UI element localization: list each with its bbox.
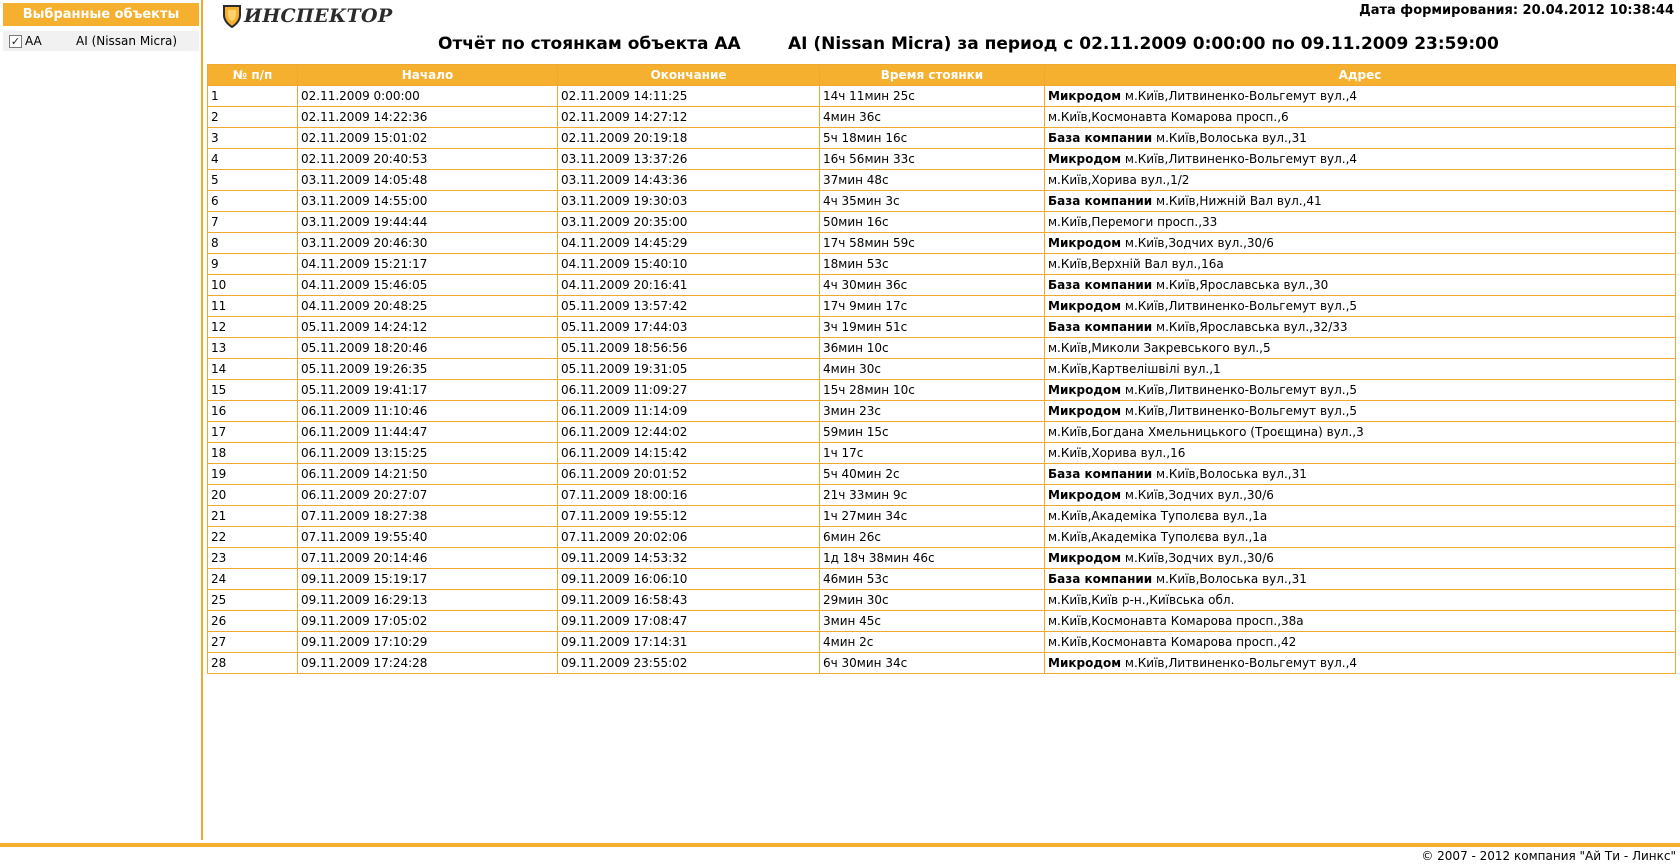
cell-duration: 6ч 30мин 34с	[820, 653, 1045, 674]
cell-duration: 4ч 35мин 3с	[820, 191, 1045, 212]
table-row	[208, 548, 1676, 569]
table-row	[208, 86, 1676, 107]
place-label: Микродом	[1048, 383, 1122, 397]
generation-date: Дата формирования: 20.04.2012 10:38:44	[1359, 3, 1674, 18]
place-label: Микродом	[1048, 488, 1122, 502]
cell-end: 09.11.2009 16:06:10	[558, 569, 820, 590]
cell-start: 02.11.2009 15:01:02	[298, 128, 558, 149]
address-text: м.Київ,Верхній Вал вул.,16а	[1048, 257, 1224, 271]
table-row	[208, 128, 1676, 149]
cell-start: 05.11.2009 19:41:17	[298, 380, 558, 401]
place-label: База компании	[1048, 320, 1153, 334]
cell-address	[1045, 569, 1676, 590]
cell-number: 23	[208, 548, 298, 569]
cell-number: 15	[208, 380, 298, 401]
cell-number: 16	[208, 401, 298, 422]
cell-start: 05.11.2009 14:24:12	[298, 317, 558, 338]
cell-duration: 1д 18ч 38мин 46с	[820, 548, 1045, 569]
cell-end: 07.11.2009 19:55:12	[558, 506, 820, 527]
table-row	[208, 338, 1676, 359]
cell-end: 09.11.2009 16:58:43	[558, 590, 820, 611]
place-label: База компании	[1048, 572, 1153, 586]
cell-address	[1045, 443, 1676, 464]
cell-start: 06.11.2009 14:21:50	[298, 464, 558, 485]
address-text: м.Київ,Литвиненко-Вольгемут вул.,5	[1124, 299, 1358, 313]
cell-duration: 50мин 16с	[820, 212, 1045, 233]
cell-number: 3	[208, 128, 298, 149]
cell-address	[1045, 401, 1676, 422]
cell-duration: 3ч 19мин 51с	[820, 317, 1045, 338]
cell-number: 26	[208, 611, 298, 632]
cell-start: 06.11.2009 11:44:47	[298, 422, 558, 443]
address-text: м.Київ,Академіка Туполєва вул.,1а	[1048, 509, 1268, 523]
cell-duration: 37мин 48с	[820, 170, 1045, 191]
address-text: м.Київ,Литвиненко-Вольгемут вул.,4	[1124, 89, 1358, 103]
cell-start: 03.11.2009 14:55:00	[298, 191, 558, 212]
cell-duration: 4мин 2с	[820, 632, 1045, 653]
cell-number: 21	[208, 506, 298, 527]
table-row	[208, 380, 1676, 401]
column-header-end: Окончание	[558, 65, 820, 86]
cell-address	[1045, 170, 1676, 191]
address-text: м.Київ,Хорива вул.,16	[1048, 446, 1186, 460]
cell-end: 09.11.2009 17:14:31	[558, 632, 820, 653]
address-text: м.Київ,Космонавта Комарова просп.,38а	[1048, 614, 1304, 628]
cell-start: 06.11.2009 11:10:46	[298, 401, 558, 422]
address-text: м.Київ,Богдана Хмельницького (Троєщина) вул.,3	[1048, 425, 1364, 439]
cell-duration: 5ч 18мин 16с	[820, 128, 1045, 149]
table-row	[208, 296, 1676, 317]
cell-number: 1	[208, 86, 298, 107]
cell-start: 06.11.2009 20:27:07	[298, 485, 558, 506]
address-text: м.Київ,Волоська вул.,31	[1156, 467, 1307, 481]
cell-end: 05.11.2009 13:57:42	[558, 296, 820, 317]
table-row	[208, 401, 1676, 422]
cell-number: 5	[208, 170, 298, 191]
cell-number: 18	[208, 443, 298, 464]
column-header-start: Начало	[298, 65, 558, 86]
cell-start: 09.11.2009 15:19:17	[298, 569, 558, 590]
column-header-duration: Время стоянки	[820, 65, 1045, 86]
cell-end: 02.11.2009 14:11:25	[558, 86, 820, 107]
cell-number: 11	[208, 296, 298, 317]
cell-number: 14	[208, 359, 298, 380]
address-text: м.Київ,Литвиненко-Вольгемут вул.,4	[1124, 656, 1358, 670]
cell-address	[1045, 506, 1676, 527]
cell-address	[1045, 632, 1676, 653]
cell-duration: 18мин 53с	[820, 254, 1045, 275]
address-text: м.Київ,Ярославська вул.,30	[1156, 278, 1329, 292]
cell-number: 12	[208, 317, 298, 338]
cell-duration: 4мин 36с	[820, 107, 1045, 128]
cell-start: 02.11.2009 0:00:00	[298, 86, 558, 107]
cell-address	[1045, 296, 1676, 317]
cell-end: 03.11.2009 14:43:36	[558, 170, 820, 191]
address-text: м.Київ,Космонавта Комарова просп.,42	[1048, 635, 1297, 649]
object-item[interactable]	[3, 31, 199, 51]
cell-end: 02.11.2009 14:27:12	[558, 107, 820, 128]
cell-number: 13	[208, 338, 298, 359]
cell-number: 28	[208, 653, 298, 674]
cell-start: 05.11.2009 19:26:35	[298, 359, 558, 380]
cell-number: 20	[208, 485, 298, 506]
cell-duration: 5ч 40мин 2с	[820, 464, 1045, 485]
cell-address	[1045, 233, 1676, 254]
cell-number: 10	[208, 275, 298, 296]
table-row	[208, 632, 1676, 653]
cell-address	[1045, 548, 1676, 569]
table-row	[208, 464, 1676, 485]
address-text: м.Київ,Зодчих вул.,30/6	[1124, 488, 1274, 502]
object-name: AA	[25, 34, 42, 48]
cell-start: 05.11.2009 18:20:46	[298, 338, 558, 359]
object-checkbox[interactable]: ✓	[10, 34, 21, 48]
cell-duration: 17ч 9мин 17с	[820, 296, 1045, 317]
cell-number: 25	[208, 590, 298, 611]
cell-address	[1045, 380, 1676, 401]
cell-address	[1045, 128, 1676, 149]
cell-start: 07.11.2009 20:14:46	[298, 548, 558, 569]
cell-end: 03.11.2009 20:35:00	[558, 212, 820, 233]
cell-end: 09.11.2009 17:08:47	[558, 611, 820, 632]
column-header-address: Адрес	[1045, 65, 1676, 86]
cell-address	[1045, 590, 1676, 611]
address-text: м.Київ,Миколи Закревського вул.,5	[1048, 341, 1271, 355]
parking-report-table	[207, 64, 1676, 674]
cell-address	[1045, 359, 1676, 380]
cell-end: 05.11.2009 17:44:03	[558, 317, 820, 338]
cell-start: 03.11.2009 14:05:48	[298, 170, 558, 191]
cell-start: 09.11.2009 16:29:13	[298, 590, 558, 611]
logo	[222, 4, 392, 28]
cell-end: 05.11.2009 18:56:56	[558, 338, 820, 359]
cell-start: 09.11.2009 17:10:29	[298, 632, 558, 653]
cell-start: 09.11.2009 17:24:28	[298, 653, 558, 674]
table-header-row	[208, 65, 1676, 86]
cell-start: 02.11.2009 20:40:53	[298, 149, 558, 170]
cell-end: 04.11.2009 14:45:29	[558, 233, 820, 254]
address-text: м.Київ,Литвиненко-Вольгемут вул.,4	[1124, 152, 1358, 166]
table-row	[208, 107, 1676, 128]
table-row	[208, 422, 1676, 443]
cell-address	[1045, 107, 1676, 128]
cell-end: 03.11.2009 13:37:26	[558, 149, 820, 170]
cell-start: 02.11.2009 14:22:36	[298, 107, 558, 128]
cell-start: 03.11.2009 19:44:44	[298, 212, 558, 233]
table-row	[208, 212, 1676, 233]
cell-end: 06.11.2009 11:14:09	[558, 401, 820, 422]
column-header-number: № п/п	[208, 65, 298, 86]
cell-end: 05.11.2009 19:31:05	[558, 359, 820, 380]
cell-duration: 14ч 11мин 25с	[820, 86, 1045, 107]
cell-address	[1045, 254, 1676, 275]
cell-start: 04.11.2009 20:48:25	[298, 296, 558, 317]
cell-end: 02.11.2009 20:19:18	[558, 128, 820, 149]
table-row	[208, 254, 1676, 275]
cell-number: 19	[208, 464, 298, 485]
cell-start: 07.11.2009 18:27:38	[298, 506, 558, 527]
cell-address	[1045, 149, 1676, 170]
cell-end: 03.11.2009 19:30:03	[558, 191, 820, 212]
cell-end: 06.11.2009 12:44:02	[558, 422, 820, 443]
cell-number: 4	[208, 149, 298, 170]
address-text: м.Київ,Космонавта Комарова просп.,6	[1048, 110, 1289, 124]
cell-number: 2	[208, 107, 298, 128]
cell-duration: 16ч 56мин 33с	[820, 149, 1045, 170]
cell-address	[1045, 653, 1676, 674]
address-text: м.Київ,Волоська вул.,31	[1156, 572, 1307, 586]
cell-duration: 1ч 17с	[820, 443, 1045, 464]
shield-logo-icon	[222, 4, 242, 28]
cell-duration: 15ч 28мин 10с	[820, 380, 1045, 401]
cell-number: 17	[208, 422, 298, 443]
address-text: м.Київ,Нижній Вал вул.,41	[1156, 194, 1322, 208]
place-label: Микродом	[1048, 551, 1122, 565]
selected-objects-header: Выбранные объекты	[3, 3, 199, 26]
table-row	[208, 506, 1676, 527]
place-label: База компании	[1048, 194, 1153, 208]
cell-duration: 4мин 30с	[820, 359, 1045, 380]
address-text: м.Київ,Зодчих вул.,30/6	[1124, 236, 1274, 250]
footer-divider	[0, 843, 1680, 847]
table-row	[208, 191, 1676, 212]
table-row	[208, 569, 1676, 590]
cell-number: 8	[208, 233, 298, 254]
cell-end: 09.11.2009 14:53:32	[558, 548, 820, 569]
cell-end: 06.11.2009 20:01:52	[558, 464, 820, 485]
cell-end: 07.11.2009 20:02:06	[558, 527, 820, 548]
cell-end: 07.11.2009 18:00:16	[558, 485, 820, 506]
cell-address	[1045, 317, 1676, 338]
address-text: м.Київ,Київ р-н.,Київська обл.	[1048, 593, 1235, 607]
cell-address	[1045, 527, 1676, 548]
table-row	[208, 590, 1676, 611]
report-title: Отчёт по стоянкам объекта АА AI (Nissan Micra) за период с 02.11.2009 0:00:00 по 09.11.2009 23:59:00	[438, 34, 1499, 54]
cell-address	[1045, 611, 1676, 632]
cell-address	[1045, 464, 1676, 485]
table-row	[208, 317, 1676, 338]
cell-start: 06.11.2009 13:15:25	[298, 443, 558, 464]
address-text: м.Київ,Ярославська вул.,32/33	[1156, 320, 1348, 334]
place-label: Микродом	[1048, 404, 1122, 418]
table-row	[208, 485, 1676, 506]
cell-address	[1045, 86, 1676, 107]
table-row	[208, 275, 1676, 296]
table-row	[208, 443, 1676, 464]
cell-end: 06.11.2009 11:09:27	[558, 380, 820, 401]
cell-duration: 3мин 45с	[820, 611, 1045, 632]
table-row	[208, 233, 1676, 254]
cell-number: 7	[208, 212, 298, 233]
cell-start: 07.11.2009 19:55:40	[298, 527, 558, 548]
address-text: м.Київ,Картвелішвілі вул.,1	[1048, 362, 1221, 376]
cell-number: 22	[208, 527, 298, 548]
table-row	[208, 149, 1676, 170]
address-text: м.Київ,Литвиненко-Вольгемут вул.,5	[1124, 383, 1358, 397]
address-text: м.Київ,Литвиненко-Вольгемут вул.,5	[1124, 404, 1358, 418]
address-text: м.Київ,Перемоги просп.,33	[1048, 215, 1218, 229]
logo-text: ИНСПЕКТОР	[244, 5, 393, 27]
place-label: База компании	[1048, 131, 1153, 145]
place-label: Микродом	[1048, 152, 1122, 166]
cell-duration: 6мин 26с	[820, 527, 1045, 548]
place-label: База компании	[1048, 467, 1153, 481]
cell-duration: 36мин 10с	[820, 338, 1045, 359]
cell-address	[1045, 275, 1676, 296]
cell-end: 04.11.2009 15:40:10	[558, 254, 820, 275]
place-label: Микродом	[1048, 299, 1122, 313]
cell-start: 04.11.2009 15:21:17	[298, 254, 558, 275]
cell-duration: 21ч 33мин 9с	[820, 485, 1045, 506]
table-row	[208, 170, 1676, 191]
footer-copyright: © 2007 - 2012 компания "Ай Ти - Линкс"	[1421, 849, 1676, 863]
cell-address	[1045, 212, 1676, 233]
address-text: м.Київ,Академіка Туполєва вул.,1а	[1048, 530, 1268, 544]
cell-end: 09.11.2009 23:55:02	[558, 653, 820, 674]
cell-number: 6	[208, 191, 298, 212]
cell-duration: 59мин 15с	[820, 422, 1045, 443]
table-row	[208, 359, 1676, 380]
place-label: Микродом	[1048, 236, 1122, 250]
cell-duration: 4ч 30мин 36с	[820, 275, 1045, 296]
cell-start: 03.11.2009 20:46:30	[298, 233, 558, 254]
place-label: Микродом	[1048, 656, 1122, 670]
cell-duration: 46мин 53с	[820, 569, 1045, 590]
place-label: База компании	[1048, 278, 1153, 292]
cell-duration: 3мин 23с	[820, 401, 1045, 422]
cell-duration: 29мин 30с	[820, 590, 1045, 611]
table-row	[208, 611, 1676, 632]
cell-end: 04.11.2009 20:16:41	[558, 275, 820, 296]
cell-address	[1045, 422, 1676, 443]
cell-duration: 17ч 58мин 59с	[820, 233, 1045, 254]
cell-number: 9	[208, 254, 298, 275]
cell-end: 06.11.2009 14:15:42	[558, 443, 820, 464]
place-label: Микродом	[1048, 89, 1122, 103]
address-text: м.Київ,Волоська вул.,31	[1156, 131, 1307, 145]
table-row	[208, 653, 1676, 674]
cell-duration: 1ч 27мин 34с	[820, 506, 1045, 527]
object-description: AI (Nissan Micra)	[76, 34, 178, 48]
table-row	[208, 527, 1676, 548]
cell-number: 24	[208, 569, 298, 590]
cell-start: 04.11.2009 15:46:05	[298, 275, 558, 296]
selected-objects-panel	[0, 0, 203, 840]
address-text: м.Київ,Зодчих вул.,30/6	[1124, 551, 1274, 565]
cell-address	[1045, 485, 1676, 506]
cell-address	[1045, 338, 1676, 359]
cell-number: 27	[208, 632, 298, 653]
cell-address	[1045, 191, 1676, 212]
table-body	[208, 86, 1676, 674]
cell-start: 09.11.2009 17:05:02	[298, 611, 558, 632]
address-text: м.Київ,Хорива вул.,1/2	[1048, 173, 1190, 187]
